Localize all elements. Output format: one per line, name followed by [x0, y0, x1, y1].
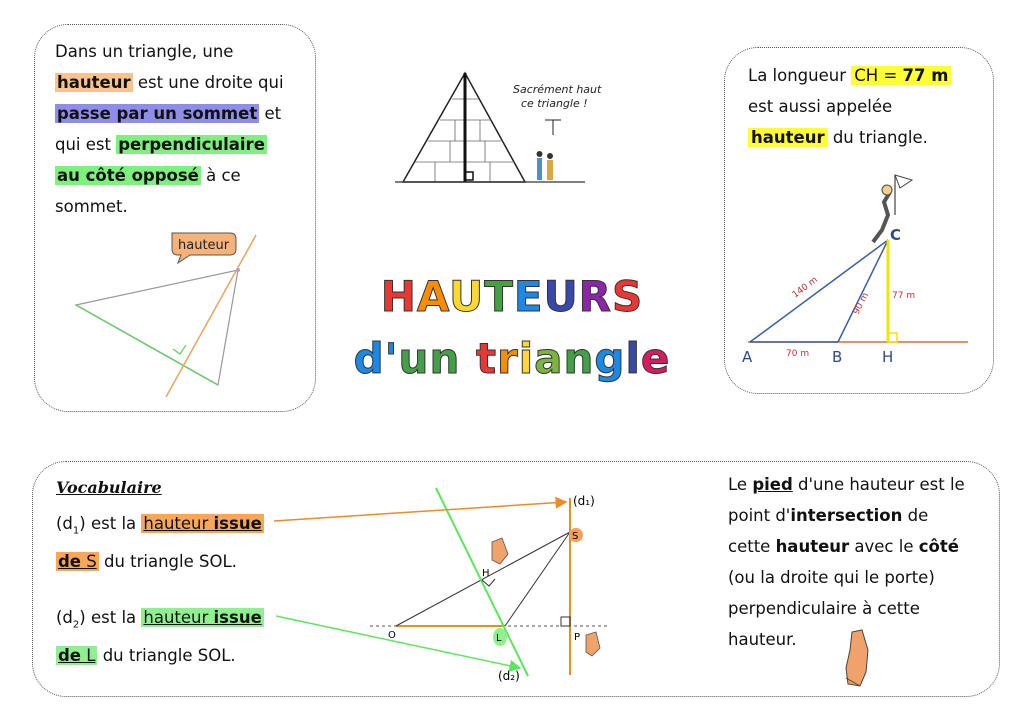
pyramid-illustration	[395, 65, 635, 190]
point-h-label: H	[882, 348, 894, 366]
vocabulary-d1-text: $(d_1)$ est la hauteur issue de S du triangle SOL.	[56, 514, 262, 572]
d1-label: (d₁)	[573, 494, 595, 508]
length-ch-label: 77 m	[892, 291, 916, 301]
title2-letter: a	[534, 334, 564, 383]
obtuse-triangle-figure	[740, 170, 980, 370]
title1-letter: U	[543, 272, 579, 321]
hauteur-highlight: hauteur	[57, 73, 131, 92]
foot-definition-text: Le pied d'une hauteur est le point d'intersection de cette hauteur avec le côté (ou la droite qui le porte) perpendiculaire à cette hauteur.	[728, 475, 965, 649]
pyramid-speech-line2: ce triangle !	[521, 97, 588, 110]
vocabulary-d2-text: $(d_2)$ est la hauteur issue de L du triangle SOL.	[56, 608, 262, 666]
pyramid-speech-line1: Sacrément haut	[513, 83, 602, 96]
sol-triangle-figure	[270, 480, 690, 690]
hauteur-yellow-highlight: hauteur	[748, 128, 828, 147]
title2-letter: n	[429, 334, 461, 383]
point-s-label: S	[572, 531, 579, 542]
point-l-label: L	[496, 633, 502, 644]
point-b-label: B	[832, 348, 843, 366]
hauteur-bubble-label: hauteur	[178, 238, 230, 253]
cote-oppose-highlight: au côté opposé	[57, 166, 199, 185]
foot-icon	[492, 538, 600, 656]
title2-letter: n	[563, 334, 595, 383]
point-p-label: P	[574, 632, 581, 643]
title2-letter: u	[398, 334, 430, 383]
d2-label: (d₂)	[498, 669, 520, 683]
point-c-label: C	[890, 226, 902, 244]
title2-letter: r	[497, 334, 519, 383]
title2-letter: g	[594, 334, 626, 383]
title1-letter: A	[416, 272, 450, 321]
title1-letter: S	[612, 272, 644, 321]
title2-letter: l	[625, 334, 641, 383]
ch-highlight: CH = 77 m	[851, 66, 951, 85]
title1-letter: T	[484, 272, 514, 321]
title1-letter: R	[578, 272, 613, 321]
length-ac-label: 140 m	[790, 275, 820, 301]
length-ab-label: 70 m	[786, 349, 810, 359]
people-icon	[537, 151, 554, 180]
perpendiculaire-highlight: perpendiculaire	[118, 135, 265, 154]
title2-letter: t	[475, 334, 498, 383]
title1-letter: E	[513, 272, 544, 321]
vocabulary-heading: Vocabulaire	[56, 478, 162, 497]
length-bc-label: 90 m	[851, 291, 872, 317]
title2-letter: e	[640, 334, 671, 383]
title2-letter: i	[518, 334, 535, 383]
sommet-highlight: passe par un sommet	[57, 104, 258, 123]
definition-text: Dans un triangle, une hauteur est une droite qui passe par un sommet et qui est perpendiculaire au côté opposé à ce sommet.	[55, 42, 284, 216]
point-h2-label: H	[482, 568, 490, 579]
height-card-text: La longueur CH = 77 m est aussi appelée hauteur du triangle.	[748, 60, 988, 153]
point-a-label: A	[742, 348, 753, 366]
title2-letter	[460, 334, 476, 383]
title1-letter: U	[449, 272, 485, 321]
title2-letter: d	[353, 334, 385, 383]
title2-letter: '	[384, 334, 399, 383]
point-o-label: O	[388, 630, 396, 641]
title1-letter: H	[380, 272, 417, 321]
foot-icon-large	[838, 628, 878, 690]
